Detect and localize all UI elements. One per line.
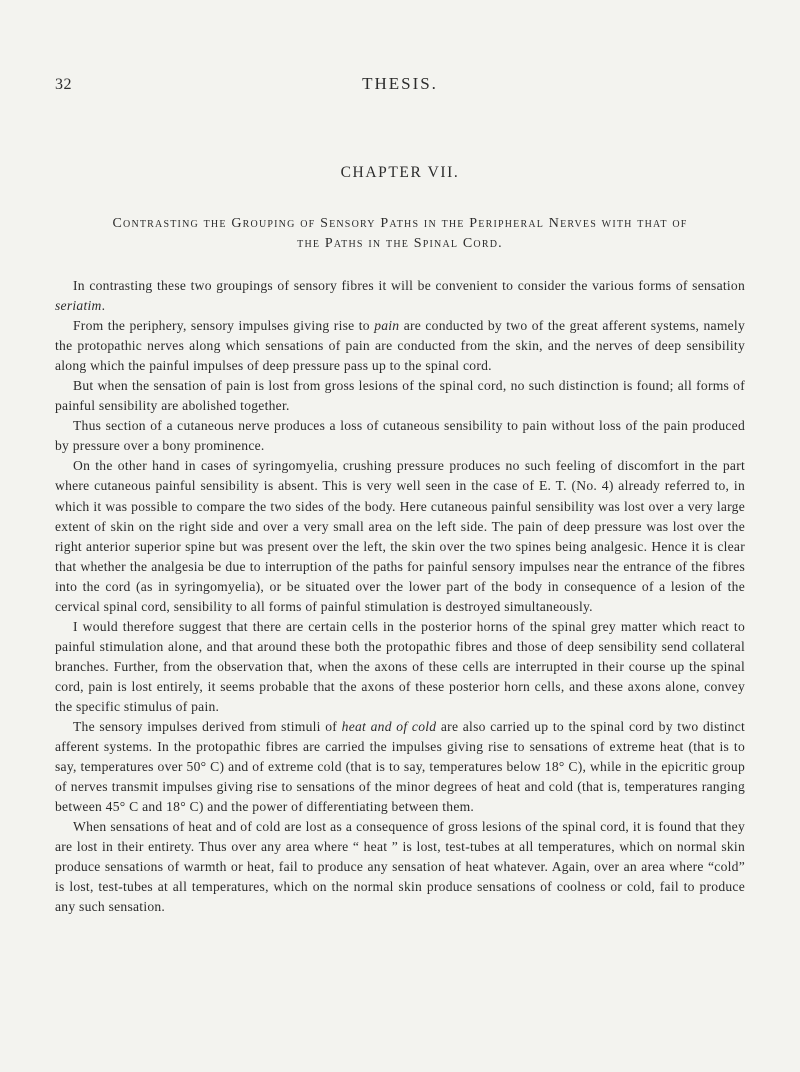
chapter-title: CHAPTER VII. bbox=[340, 164, 460, 181]
paragraph-7-text: The sensory impulses derived from stimuli of bbox=[73, 719, 342, 735]
paragraph-2-text: From the periphery, sensory impulses giving rise to bbox=[73, 318, 375, 334]
chapter-subtitle: Contrasting the Grouping of Sensory Paths in the Peripheral Nerves with that of the Paths in the Spinal Cord. bbox=[112, 216, 688, 251]
paragraph-1 bbox=[55, 276, 745, 316]
body-text bbox=[55, 276, 745, 918]
paragraph-1-end: . bbox=[101, 298, 106, 314]
paragraph-2-italic: pain bbox=[374, 318, 400, 334]
paragraph-5: On the other hand in cases of syringomyelia, crushing pressure produces no such feeling of discomfort in the part where cutaneous painful sensibility is absent. This is very well seen in the case of E. T. (No. 4) already referred to, in which it was possible to compare the two sides of the body. Here cutaneous painful sensibility was lost over a very large extent of skin on the right side and over a very small area on the left side. The pain of deep pressure was lost over the right anterior superior spine but was present over the left, the skin over the two spines being analgesic. Hence it is clear that whether the analgesia be due to interruption of the paths for painful sensory impulses near the entrance of the fibres into the cord (as in syringomyelia), or be situated over the lower part of the body in consequence of a lesion of the cervical spinal cord, sensibility to all forms of painful stimulation is destroyed simultaneously. bbox=[55, 458, 745, 614]
running-title: THESIS. bbox=[362, 74, 438, 93]
page-number: 32 bbox=[55, 76, 72, 93]
paragraph-1-text: In contrasting these two groupings of sensory fibres it will be convenient to consider the various forms of sensation bbox=[73, 278, 745, 293]
paragraph-4: Thus section of a cutaneous nerve produces a loss of cutaneous sensibility to pain without loss of the pain produced by pressure over a bony prominence. bbox=[55, 418, 745, 454]
paragraph-7-end: are also carried up to the spinal cord by two distinct afferent systems. In the protopathic fibres are carried the impulses giving rise to sensations of extreme heat (that is to say, temperatures over 50° C) and of extreme cold (that is to say, temperatures below 18° C), while in the epicritic group of nerves transmit impulses giving rise to sensations of the minor degrees of heat and cold (that is, temperatures ranging between 45° C and 18° C) and the power of differentiating between them. bbox=[55, 719, 746, 815]
paragraph-1-italic: seriatim bbox=[55, 298, 102, 314]
paragraph-7 bbox=[55, 717, 745, 817]
paragraph-3: But when the sensation of pain is lost from gross lesions of the spinal cord, no such distinction is found; all forms of painful sensibility are abolished together. bbox=[55, 378, 745, 414]
paragraph-8: When sensations of heat and of cold are lost as a consequence of gross lesions of the spinal cord, it is found that they are lost in their entirety. Thus over any area where “ heat ” is lost, test-tubes at all temperatures, which on normal skin produce sensations of warmth or heat, fail to produce any sensation of heat whatever. Again, over an area where “cold” is lost, test-tubes at all temperatures, which on the normal skin produce sensations of coolness or cold, fail to produce any such sensation. bbox=[55, 819, 745, 915]
paragraph-6: I would therefore suggest that there are certain cells in the posterior horns of the spinal grey matter which react to painful stimulation alone, and that around these both the protopathic fibres and those of deep sensibility send collateral branches. Further, from the observation that, when the axons of these cells are interrupted in their course up the spinal cord, pain is lost entirely, it seems probable that the axons of these posterior horn cells, and these axons alone, convey the specific stimulus of pain. bbox=[55, 618, 745, 714]
paragraph-2-end: are conducted by two of the great afferent systems, namely the protopathic nerves along which sensations of pain are conducted from the skin, and the nerves of deep sensibility along which the painful impulses of deep pressure pass up to the spinal cord. bbox=[55, 318, 745, 374]
paragraph-2 bbox=[55, 316, 745, 376]
paragraph-7-italic: heat and of cold bbox=[341, 719, 437, 735]
